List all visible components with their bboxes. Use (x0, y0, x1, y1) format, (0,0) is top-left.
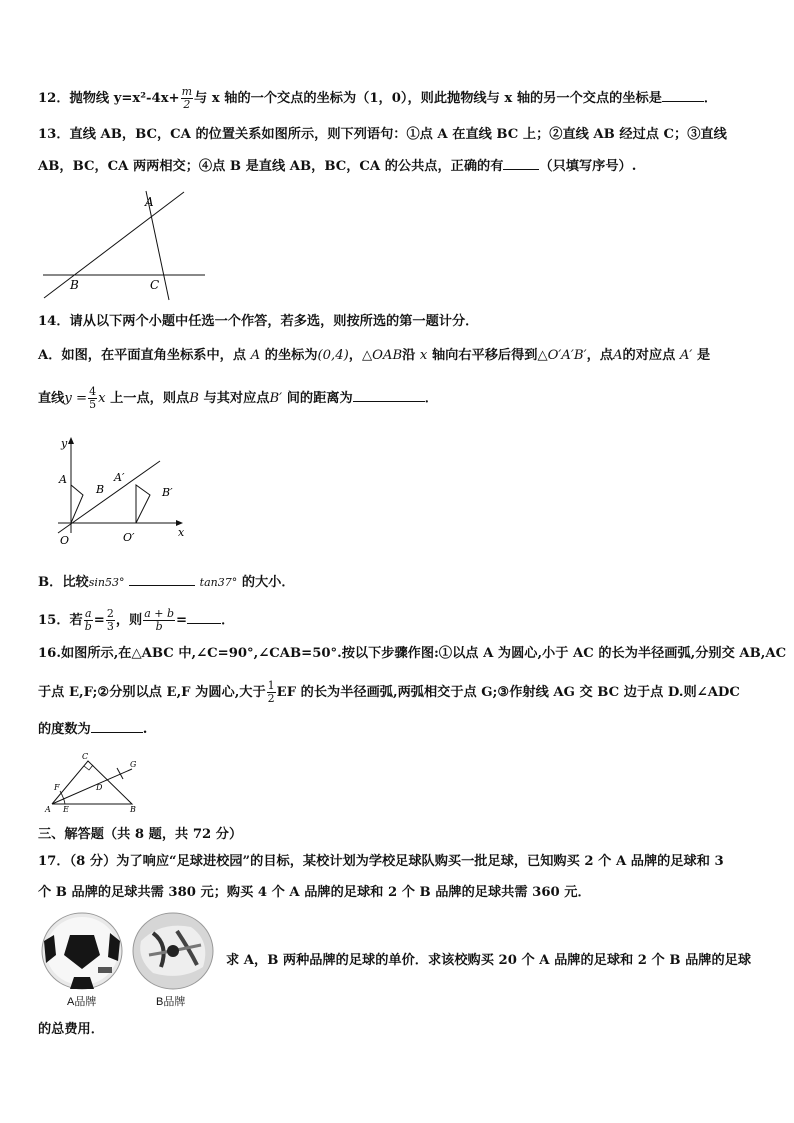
label-a: A (45, 805, 51, 814)
label-d: D (96, 783, 103, 792)
triangle-o2a2b2 (136, 485, 150, 523)
label-b: B (130, 805, 136, 814)
question-13-line2: AB，BC，CA 两两相交；④点 B 是直线 AB，BC，CA 的公共点，正确的有 （只填写序号）. (38, 155, 636, 176)
question-14-b: B．比较sin53° tan37° 的大小． (38, 571, 295, 592)
arc-ef (60, 791, 65, 804)
q12-suffix: 与 x 轴的一个交点的坐标为（1，0），则此抛物线与 x 轴的另一个交点的坐标是 (194, 91, 662, 106)
y-axis-arrow (68, 437, 74, 444)
question-16-line3: 的度数为 . (38, 718, 147, 739)
label-e: E (63, 805, 69, 814)
answer-blank[interactable] (662, 87, 704, 102)
label-b: B (70, 278, 79, 292)
label-f: F (54, 783, 60, 792)
q16-triangle-figure (40, 752, 150, 814)
label-brand-b: B品牌 (156, 996, 186, 1008)
question-12: 12．抛物线 y=x²-4x+ $\frac{m}{2}$ 与 x 轴的一个交点的坐标为（1，0），则此抛物线与 x 轴的另一个交点的坐标是 ． (38, 85, 718, 111)
triangle-abc (52, 761, 132, 804)
section-3-title: 三、解答题（共 8 题，共 72 分） (38, 827, 243, 842)
soccer-ball-a-image (40, 911, 124, 991)
answer-blank[interactable] (129, 571, 195, 586)
question-14-a-line2: 直线y = $\frac{4}{5}$ x 上一点，则点B 与其对应点B′ 间的距离为 ． (38, 385, 438, 411)
label-b: B (96, 483, 105, 496)
label-a-prime: A′ (114, 471, 125, 484)
label-o: O (60, 534, 70, 547)
label-b-prime: B′ (162, 486, 173, 499)
label-g: G (130, 760, 137, 769)
answer-blank[interactable] (91, 718, 143, 733)
question-15: 15．若 $\frac{a}{b}$ = $\frac{2}{3}$ ，则 $\frac{a + b}{b}$ = ． (38, 607, 235, 633)
answer-blank[interactable] (503, 155, 539, 170)
triangle-oab (71, 485, 83, 523)
question-17-line4: 的总费用． (38, 1022, 104, 1037)
question-17-line1: 17．（8 分）为了响应“足球进校园”的目标，某校计划为学校足球队购买一批足球，已知购买 2 个 A 品牌的足球和 3 (38, 854, 724, 869)
line-ab (44, 192, 184, 298)
label-c: C (82, 752, 89, 761)
label-c: C (150, 278, 160, 292)
label-a: A (145, 195, 154, 209)
label-x: x (178, 526, 185, 539)
line-y-4-5x (58, 461, 160, 533)
answer-blank[interactable] (187, 609, 221, 624)
question-17-line2: 个 B 品牌的足球共需 380 元；购买 4 个 A 品牌的足球和 2 个 B 品牌的足球共需 360 元． (38, 885, 591, 900)
question-16-line1: 16.如图所示,在△ABC 中,∠C=90°,∠CAB=50°.按以下步骤作图:①以点 A 为圆心,小于 AC 的长为半径画弧,分别交 AB,AC (38, 646, 787, 661)
q14-coordinate-figure (50, 433, 200, 548)
question-14-intro: 14．请从以下两个小题中任选一个作答，若多选，则按所选的第一题计分． (38, 314, 479, 329)
label-brand-a: A品牌 (67, 996, 97, 1008)
label-a: A (59, 473, 67, 486)
q14-fraction: $\frac{4}{5}$ (89, 385, 97, 411)
soccer-ball-b-image (131, 911, 215, 991)
label-o-prime: O′ (123, 531, 135, 544)
question-14-a-line1: A．如图，在平面直角坐标系中，点 A 的坐标为(0,4)，△OAB沿 x 轴向右平移后得到△O′A′B′，点A的对应点 A′ 是 (38, 348, 711, 363)
label-y: y (61, 437, 68, 450)
q13-figure (38, 190, 218, 305)
q12-fraction: $\frac{m}{2}$ (181, 85, 193, 111)
question-17-line3: 求 A，B 两种品牌的足球的单价．求该校购买 20 个 A 品牌的足球和 2 个 B 品牌的足球 (226, 953, 752, 968)
answer-blank[interactable] (353, 387, 425, 402)
right-angle-mark (84, 765, 93, 770)
question-13-line1: 13．直线 AB，BC，CA 的位置关系如图所示，则下列语句：①点 A 在直线 BC 上；②直线 AB 经过点 C；③直线 (38, 127, 727, 142)
q12-prefix: 12．抛物线 y=x²-4x+ (38, 91, 180, 106)
question-16-line2: 于点 E,F;②分别以点 E,F 为圆心,大于 $\frac{1}{2}$ EF 的长为半径画弧,两弧相交于点 G;③作射线 AG 交 BC 边于点 D.则∠ADC (38, 679, 740, 705)
